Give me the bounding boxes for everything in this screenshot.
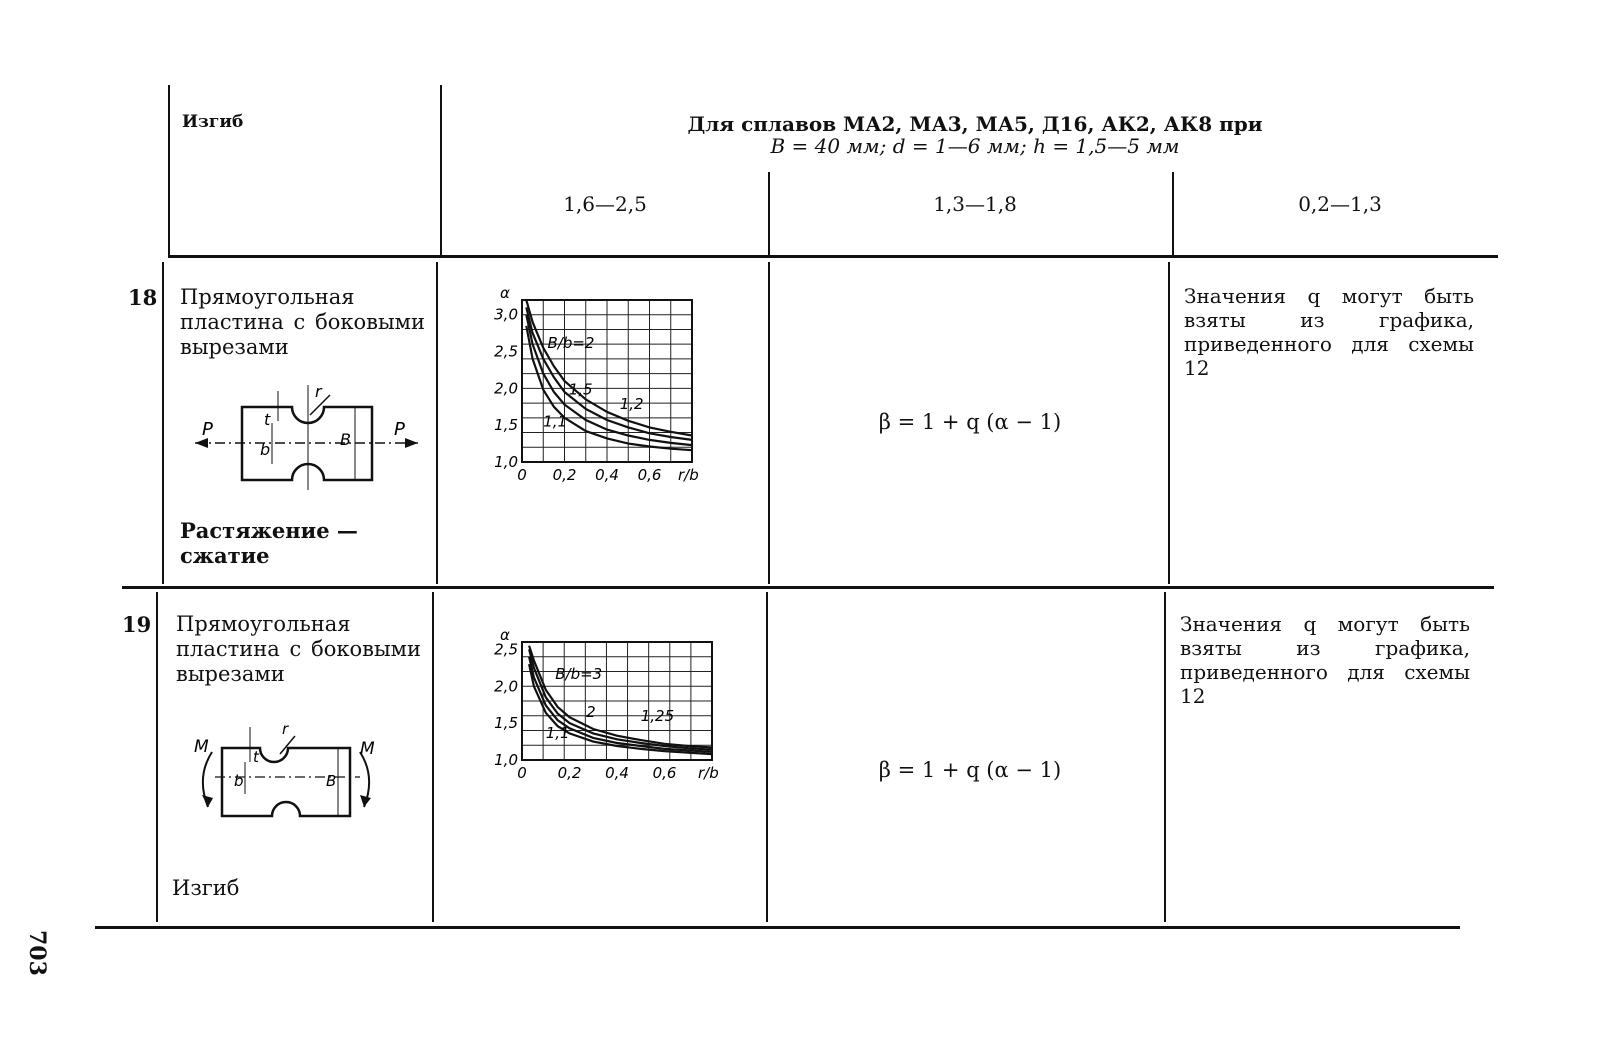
load-type: Изгиб — [172, 876, 240, 900]
y-tick-label: 3,0 — [494, 305, 518, 324]
x-tick-label: 0,2 — [552, 466, 577, 484]
y-tick-label: 2,5 — [494, 640, 518, 659]
dim-t-label: t — [253, 748, 259, 766]
header-rule — [168, 255, 1498, 258]
x-tick-label: 0 — [517, 466, 527, 484]
x-axis-label: r/b — [678, 466, 699, 484]
curve-label: 2 — [586, 703, 596, 722]
force-label-left: P — [202, 419, 213, 440]
page-number: 703 — [24, 930, 50, 976]
dim-B-label: B — [340, 430, 351, 449]
dim-B-label: B — [326, 772, 337, 790]
y-axis-label: α — [500, 286, 510, 302]
x-tick-label: 0,6 — [637, 466, 662, 484]
header-col2-line2: B = 40 мм; d = 1—6 мм; h = 1,5—5 мм — [770, 134, 1180, 158]
curve-label: 1,2 — [619, 394, 644, 413]
frame-line — [768, 172, 770, 255]
dim-b-label: b — [260, 440, 271, 459]
subheader-b: 1,3—1,8 — [933, 192, 1017, 216]
curve-label: 1,1 — [545, 723, 570, 742]
x-tick-label: 0,6 — [652, 764, 677, 782]
y-tick-label: 2,0 — [494, 379, 518, 398]
y-tick-label: 2,5 — [494, 342, 518, 361]
subheader-c: 0,2—1,3 — [1298, 192, 1382, 216]
x-tick-label: 0,4 — [605, 764, 629, 782]
x-axis-label: r/b — [698, 764, 719, 782]
alpha-chart-tension — [470, 286, 740, 501]
formula: β = 1 + q (α − 1) — [878, 410, 1062, 434]
y-tick-label: 1,0 — [494, 751, 518, 769]
load-type: Растяжение — сжатие — [180, 518, 358, 568]
subheader-a: 1,6—2,5 — [563, 192, 647, 216]
row-title: Прямоугольная пластина с боковыми вырезами — [176, 612, 421, 686]
dim-r-label: r — [282, 722, 289, 738]
plate-tension-sketch — [190, 385, 430, 495]
frame-line — [766, 592, 768, 922]
frame-line — [1172, 172, 1174, 255]
note: Значения q могут быть взяты из графика, приведенного для схемы 12 — [1180, 612, 1470, 708]
frame-line — [440, 85, 442, 255]
formula: β = 1 + q (α − 1) — [878, 758, 1062, 782]
frame-line — [436, 262, 438, 584]
curve-label: B/b=2 — [547, 333, 595, 352]
frame-line — [768, 262, 770, 584]
dim-r-label: r — [315, 385, 322, 401]
row-rule — [122, 586, 1494, 589]
frame-line — [1164, 592, 1166, 922]
x-tick-label: 0,4 — [595, 466, 619, 484]
curve-label: B/b=3 — [555, 664, 603, 683]
plate-bending-sketch — [190, 722, 400, 822]
moment-label-right: M — [360, 739, 375, 759]
x-tick-label: 0,2 — [557, 764, 582, 782]
curve-label: 1,1 — [543, 412, 568, 431]
alpha-chart-bending — [480, 628, 740, 798]
y-tick-label: 1,5 — [494, 714, 518, 733]
force-label-right: P — [394, 419, 405, 440]
y-axis-label: α — [500, 628, 510, 644]
header-col1-title: Изгиб — [182, 112, 244, 132]
moment-label-left: M — [194, 737, 209, 757]
x-tick-label: 0 — [517, 764, 527, 782]
curve-label: 1,5 — [568, 380, 593, 399]
frame-line — [162, 262, 164, 584]
row-number: 19 — [122, 612, 152, 637]
y-tick-label: 1,0 — [494, 453, 518, 471]
frame-line — [432, 592, 434, 922]
dim-b-label: b — [234, 772, 244, 790]
bottom-rule — [95, 926, 1460, 929]
frame-line — [1168, 262, 1170, 584]
y-tick-label: 2,0 — [494, 677, 518, 696]
note: Значения q могут быть взяты из графика, приведенного для схемы 12 — [1184, 284, 1474, 380]
dim-t-label: t — [264, 410, 271, 429]
frame-line — [168, 85, 170, 255]
curve-label: 1,25 — [640, 706, 675, 725]
row-title: Прямоугольная пластина с боковыми вырезами — [180, 285, 425, 359]
row-number: 18 — [128, 285, 158, 310]
header-col2-line1: Для сплавов МА2, МА3, МА5, Д16, АК2, АК8 при — [687, 112, 1263, 136]
y-tick-label: 1,5 — [494, 416, 518, 435]
frame-line — [156, 592, 158, 922]
